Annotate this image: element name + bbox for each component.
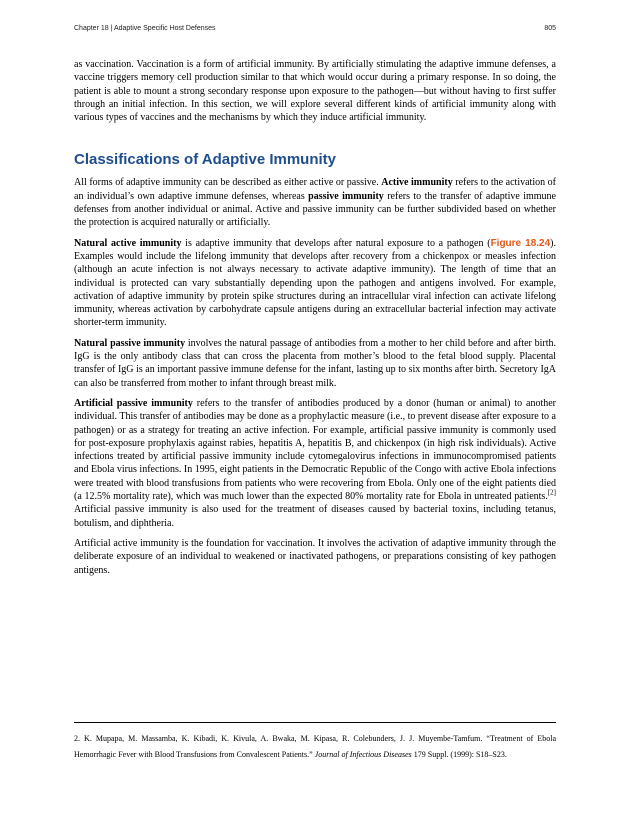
term-natural-passive-immunity: Natural passive immunity [74, 337, 186, 349]
text-run: refers to the transfer of adaptive immune defenses from another individual or animal. Active and passive immunity can be further subdivided based on whether the protection is acquired naturally or artificially. [74, 190, 556, 229]
intro-paragraph: as vaccination. Vaccination is a form of artificial immunity. By artificially stimulating the adaptive immune defenses, a vaccine triggers memory cell production similar to that which would occur during a primary response. In so doing, the patient is able to mount a strong secondary response upon exposure to the pathogen—but without having to first suffer through an initial infection. In this section, we will explore several different kinds of artificial immunity along with various types of vaccines and the mechanisms by which they induce artificial immunity. [74, 59, 556, 124]
term-passive-immunity: passive immunity [308, 190, 384, 202]
text-run: All forms of adaptive immunity can be described as either active or passive. [74, 177, 382, 189]
main-content [74, 58, 556, 584]
term-artificial-passive-immunity: Artificial passive immunity [74, 397, 193, 409]
text-run: Artificial passive immunity is also used for the treatment of diseases caused by bacterial toxins, including tetanus, botulism, and diphtheria. [74, 504, 556, 529]
figure-link[interactable]: Figure 18.24 [490, 237, 551, 249]
term-active-immunity: Active immunity [381, 177, 453, 189]
footnote [74, 731, 556, 763]
footnote-text: 2. K. Mupapa, M. Massamba, K. Kibadi, K. Kivula, A. Bwaka, M. Kipasa, R. Colebunders, J. J. Muyembe-Tamfum. “Treatment of Ebola Hemorrhagic Fever with Blood Transfusions from Convalescent Patients.” [74, 734, 556, 759]
paragraph-natural-passive [74, 337, 556, 390]
footnote-text: 179 Suppl. (1999): S18–S23. [411, 750, 507, 759]
text-run: involves the natural passage of antibodies from a mother to her child before and after birth. IgG is the only antibody class that can cross the placenta from mother’s blood to the fetal blood supply. Placental transfer of IgG is an important passive immune defense for the infant, lasting up to six months after birth. Secretory IgA can also be transferred from mother to infant through breast milk. [74, 337, 556, 389]
chapter-title: Chapter 18 | Adaptive Specific Host Defenses [74, 25, 216, 32]
page-header [74, 25, 556, 32]
footnote-marker[interactable]: [2] [547, 488, 556, 497]
paragraph-artificial-passive [74, 397, 556, 530]
text-run: refers to the transfer of antibodies produced by a donor (human or animal) to another individual. This transfer of antibodies may be done as a prophylactic measure (i.e., to prevent disease after exposure to a pathogen) or as a strategy for treating an active infection. For example, artificial passive immunity is commonly used for post-exposure prophylaxis against rabies, hepatitis A, hepatitis B, and chickenpox (in high risk individuals). Active infections treated by artificial passive immunity include cytomegalovirus infections in immunocompromised patients and Ebola virus infections. In 1995, eight patients in the Democratic Republic of the Congo with active Ebola infections were treated with blood transfusions from patients who were recovering from Ebola. Only one of the eight patients died (a 12.5% mortality rate), which was much lower than the expected 80% mortality rate for Ebola in untreated patients. [74, 397, 556, 503]
text-run: ). Examples would include the lifelong immunity that develops after recovery from a chickenpox or measles infection (although an acute infection is not always necessary to activate adaptive immunity). The length of time that an individual is protected can vary substantially depending upon the pathogen and antigens involved. For example, activation of adaptive immunity by protein spike structures during an intracellular viral infection can activate lifelong immunity, whereas activation by carbohydrate capsule antigens during an extracellular bacterial infection may activate shorter-term immunity. [74, 237, 556, 329]
paragraph-active-passive [74, 176, 556, 229]
text-run: is adaptive immunity that develops after natural exposure to a pathogen ( [181, 237, 491, 249]
section-heading: Classifications of Adaptive Immunity [74, 151, 336, 169]
term-natural-active-immunity: Natural active immunity [74, 237, 182, 249]
paragraph-natural-active [74, 237, 556, 330]
text-run: refers to the activation of an individual’s own adaptive immune defenses, whereas [74, 177, 556, 202]
paragraph-artificial-active: Artificial active immunity is the foundation for vaccination. It involves the activation of adaptive immunity through the deliberate exposure of an individual to weakened or inactivated pathogens, or preparations consisting of key pathogen antigens. [74, 537, 556, 576]
page-number: 805 [544, 25, 556, 32]
footnote-journal: Journal of Infectious Diseases [314, 750, 412, 759]
footnote-divider [74, 722, 556, 723]
